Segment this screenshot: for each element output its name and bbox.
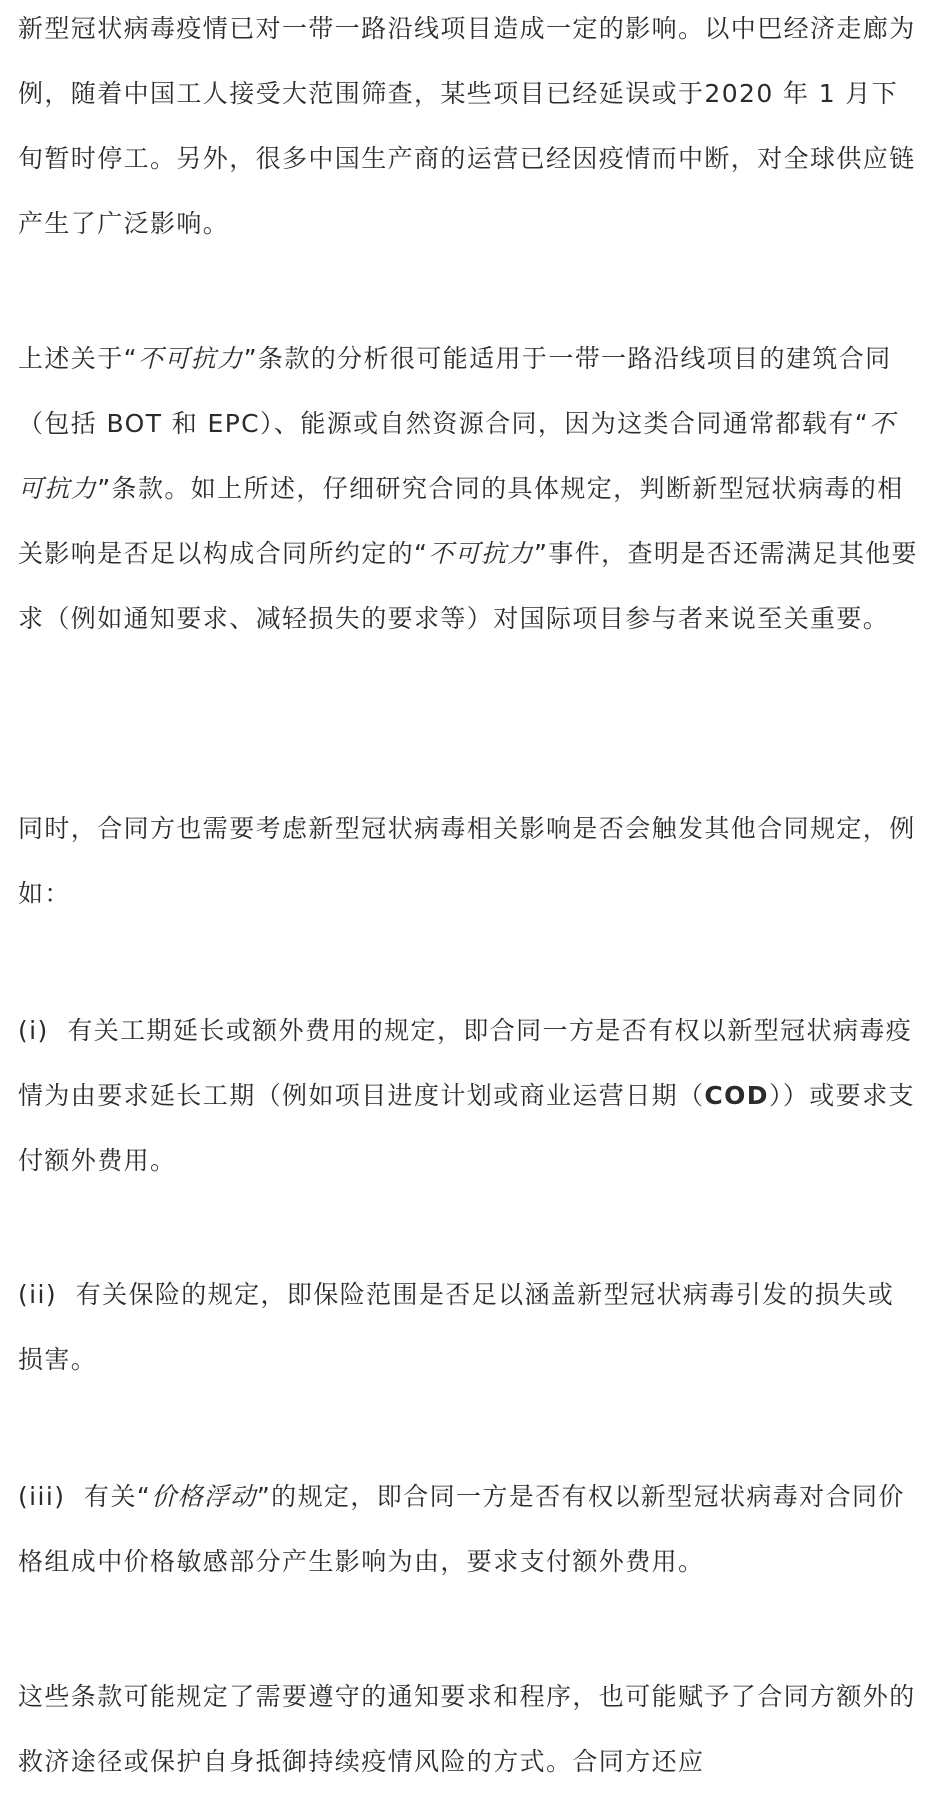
emphasis-term: 价格浮动: [151, 1482, 257, 1511]
paragraph-text: ”条款的分析很可能适用于一带一路沿线项目的建筑合同（包括 BOT 和 EPC）、能源或自然资源合同，因为这类合同通常都载有“: [18, 344, 892, 438]
paragraph-text: ”事件，查明是否还需满足其他要求（例如通知要求、减轻损失的要求等）对国际项目参与者来说至关重要。: [18, 539, 918, 633]
bold-term: COD: [704, 1081, 769, 1110]
emphasis-term: 不可抗力: [428, 539, 534, 568]
emphasis-term: 不可抗力: [18, 409, 896, 503]
paragraph-text: (iii) 有关“: [18, 1482, 152, 1511]
paragraph-text: 同时，合同方也需要考虑新型冠状病毒相关影响是否会触发其他合同规定，例如：: [18, 814, 916, 908]
list-item-price-fluctuation: [18, 1464, 918, 1594]
paragraph-text: (i) 有关工期延长或额外费用的规定，即合同一方是否有权以新型冠状病毒疫情为由要求延长工期（例如项目进度计划或商业运营日期（: [18, 1016, 913, 1110]
paragraph-text: (ii) 有关保险的规定，即保险范围是否足以涵盖新型冠状病毒引发的损失或损害。: [18, 1280, 895, 1374]
emphasis-term: 不可抗力: [137, 344, 244, 373]
paragraph-text: ））或要求支付额外费用。: [18, 1081, 915, 1175]
paragraph-text: ”的规定，即合同一方是否有权以新型冠状病毒对合同价格组成中价格敏感部分产生影响为由，要求支付额外费用。: [18, 1482, 905, 1576]
paragraph-notice-requirements: [18, 1664, 918, 1794]
paragraph-force-majeure-analysis: [18, 326, 918, 651]
list-item-extension-of-time: [18, 998, 918, 1193]
paragraph-impact-on-projects: [18, 0, 918, 256]
paragraph-text: 这些条款可能规定了需要遵守的通知要求和程序，也可能赋予了合同方额外的救济途径或保护自身抵御持续疫情风险的方式。合同方还应: [18, 1682, 916, 1776]
paragraph-text: ”条款。如上所述，仔细研究合同的具体规定，判断新型冠状病毒的相关影响是否足以构成合同所约定的“: [18, 474, 904, 568]
paragraph-text: 上述关于“: [18, 344, 138, 373]
paragraph-text: 新型冠状病毒疫情已对一带一路沿线项目造成一定的影响。以中巴经济走廊为例，随着中国工人接受大范围筛查，某些项目已经延误或于2020 年 1 月下旬暂时停工。另外，很多中国生产商的运营已经因疫情而中断，对全球供应链产生了广泛影响。: [18, 14, 916, 238]
paragraph-other-provisions-intro: [18, 796, 918, 926]
list-item-insurance: [18, 1262, 918, 1392]
